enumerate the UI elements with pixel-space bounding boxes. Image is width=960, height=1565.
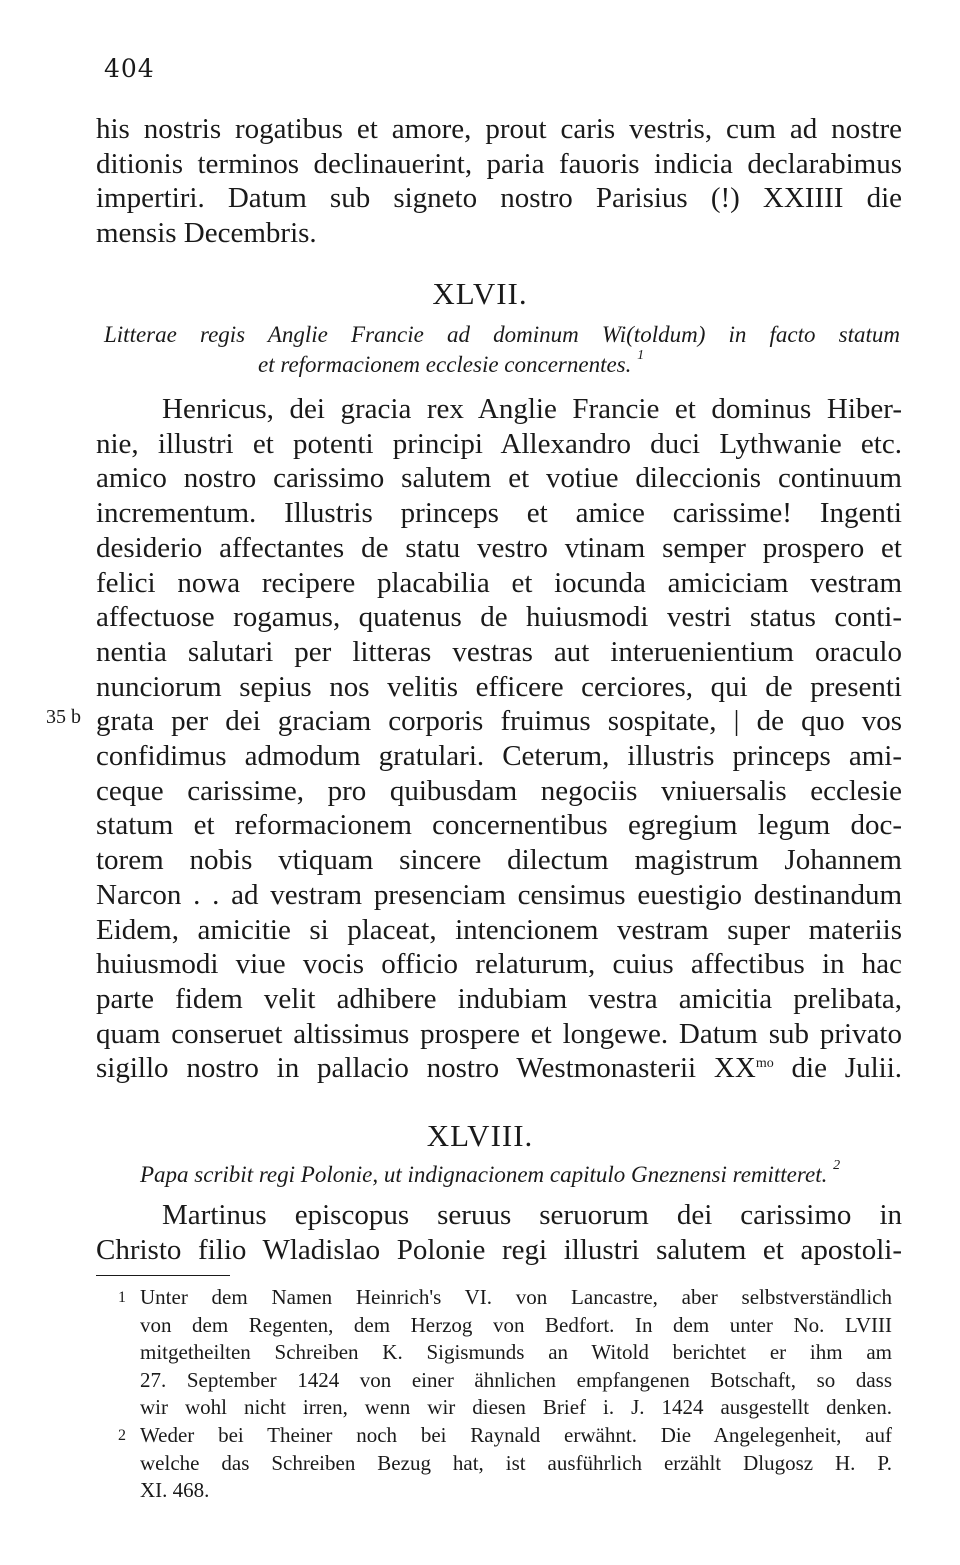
text-line: ceque carissime, pro quibusdam negociis vniuersalis ecclesie [96, 774, 902, 807]
text-line: confidimus admodum gratulari. Ceterum, illustris princeps ami- [96, 740, 902, 773]
text-line: his nostris rogatibus et amore, prout caris vestris, cum ad nostre [96, 113, 902, 145]
letter-47-number: XLVII. [432, 276, 528, 311]
text-line: nie, illustri et potenti principi Allexandro duci Lythwanie etc. [96, 427, 902, 460]
text-line: torem nobis vtiquam sincere dilectum magistrum Johannem [96, 844, 902, 877]
footnote-line: welche das Schreiben Bezug hat, ist ausführlich erzählt Dlugosz H. P. [140, 1450, 892, 1475]
text-line: grata per dei graciam corporis fruimus sospitate, | de quo vos [96, 705, 902, 738]
footnote-mark: 1 [118, 1289, 126, 1306]
text-line: nentia salutari per litteras vestras aut interuenientium oraculo [96, 635, 902, 668]
text-line: nunciorum sepius nos velitis efficere cerciores, qui de presenti [96, 670, 902, 703]
footnote-line: von dem Regenten, dem Herzog von Bedfort. In dem unter No. LVIII [140, 1312, 892, 1337]
ordinal-superscript: mo [755, 1056, 774, 1072]
letter-47-rubric-line-1 [104, 322, 900, 348]
footnote-separator [96, 1275, 230, 1276]
letter-47-body [96, 392, 902, 1086]
text-line-last [96, 1051, 902, 1086]
letter-48-number: XLVIII. [426, 1118, 534, 1153]
text-line: ditionis terminos declinauerint, paria fauoris indicia declarabimus [96, 147, 902, 180]
letter-47-rubric-line-2 [258, 348, 645, 378]
rubric-text: Litterae regis Anglie Francie ad dominum Wi(toldum) in facto statum [104, 322, 900, 347]
text-line: quam conseruet altissimus prospere et longewe. Datum sub privato [96, 1017, 902, 1050]
text-fragment: die Julii. [773, 1052, 902, 1085]
footnote-line: 27. September 1424 von einer ähnlichen empfangenen Botschaft, so dass [140, 1367, 892, 1392]
text-line: felici nowa recipere placabilia et iocunda amiciciam vestram [96, 566, 902, 599]
rubric-text: Papa scribit regi Polonie, ut indignacionem capitulo Gneznensi remitteret. [140, 1162, 828, 1187]
text-line: Narcon . . ad vestram presenciam censimus euestigio destinandum [96, 878, 902, 911]
rubric-text: et reformacionem ecclesie concernentes. [258, 352, 632, 377]
text-line: mensis Decembris. [96, 217, 317, 250]
text-line: amico nostro carissimo salutem et votiue dileccionis continuum [96, 462, 902, 495]
text-fragment: sigillo nostro in pallacio nostro Westmonasterii XX [96, 1052, 756, 1085]
text-line: Martinus episcopus seruus seruorum dei carissimo in [162, 1199, 902, 1231]
footnote-1 [96, 1284, 892, 1422]
text-line: statum et reformacionem concernentibus egregium legum doc- [96, 809, 902, 842]
letter-48-body [96, 1198, 902, 1267]
footnote-ref-2: 2 [833, 1158, 841, 1173]
footnote-line: Weder bei Theiner noch bei Raynald erwähnt. Die Angelegenheit, auf [140, 1422, 892, 1447]
footnote-ref-1: 1 [637, 348, 645, 363]
footnote-2 [96, 1422, 892, 1505]
footnote-line: mitgetheilten Schreiben K. Sigismunds an Witold berichtet er ihm am [140, 1340, 892, 1365]
text-line: desiderio affectantes de statu vestro vtinam semper prospero et [96, 531, 902, 564]
text-line: impertiri. Datum sub signeto nostro Parisius (!) XXIIII die [96, 182, 902, 215]
text-line: parte fidem velit adhibere indubiam vestra amicitia prelibata, [96, 982, 902, 1015]
footnote-line: XI. 468. [140, 1478, 210, 1503]
letter-48-rubric [140, 1158, 841, 1188]
text-line: Eidem, amicitie si placeat, intencionem vestram super materiis [96, 913, 902, 946]
continuation-text [96, 112, 902, 251]
footnotes [96, 1284, 892, 1505]
page-number: 404 [104, 54, 155, 83]
text-line: huiusmodi viue vocis officio relaturum, cuius affectibus in hac [96, 948, 902, 981]
footnote-line: Unter dem Namen Heinrich's VI. von Lancastre, aber selbstverständlich [140, 1285, 892, 1309]
text-line: incrementum. Illustris princeps et amice carissime! Ingenti [96, 497, 902, 530]
text-line: Christo filio Wladislao Polonie regi illustri salutem et apostoli- [96, 1233, 902, 1266]
text-line: affectuose rogamus, quatenus de huiusmodi vestri status conti- [96, 601, 902, 634]
text-line: Henricus, dei gracia rex Anglie Francie et dominus Hiber- [162, 393, 902, 425]
footnote-line: wir wohl nicht irren, wenn wir diesen Brief i. J. 1424 ausgestellt denken. [140, 1395, 892, 1420]
margin-folio-reference: 35 b [46, 706, 81, 728]
footnote-mark: 2 [118, 1426, 126, 1444]
